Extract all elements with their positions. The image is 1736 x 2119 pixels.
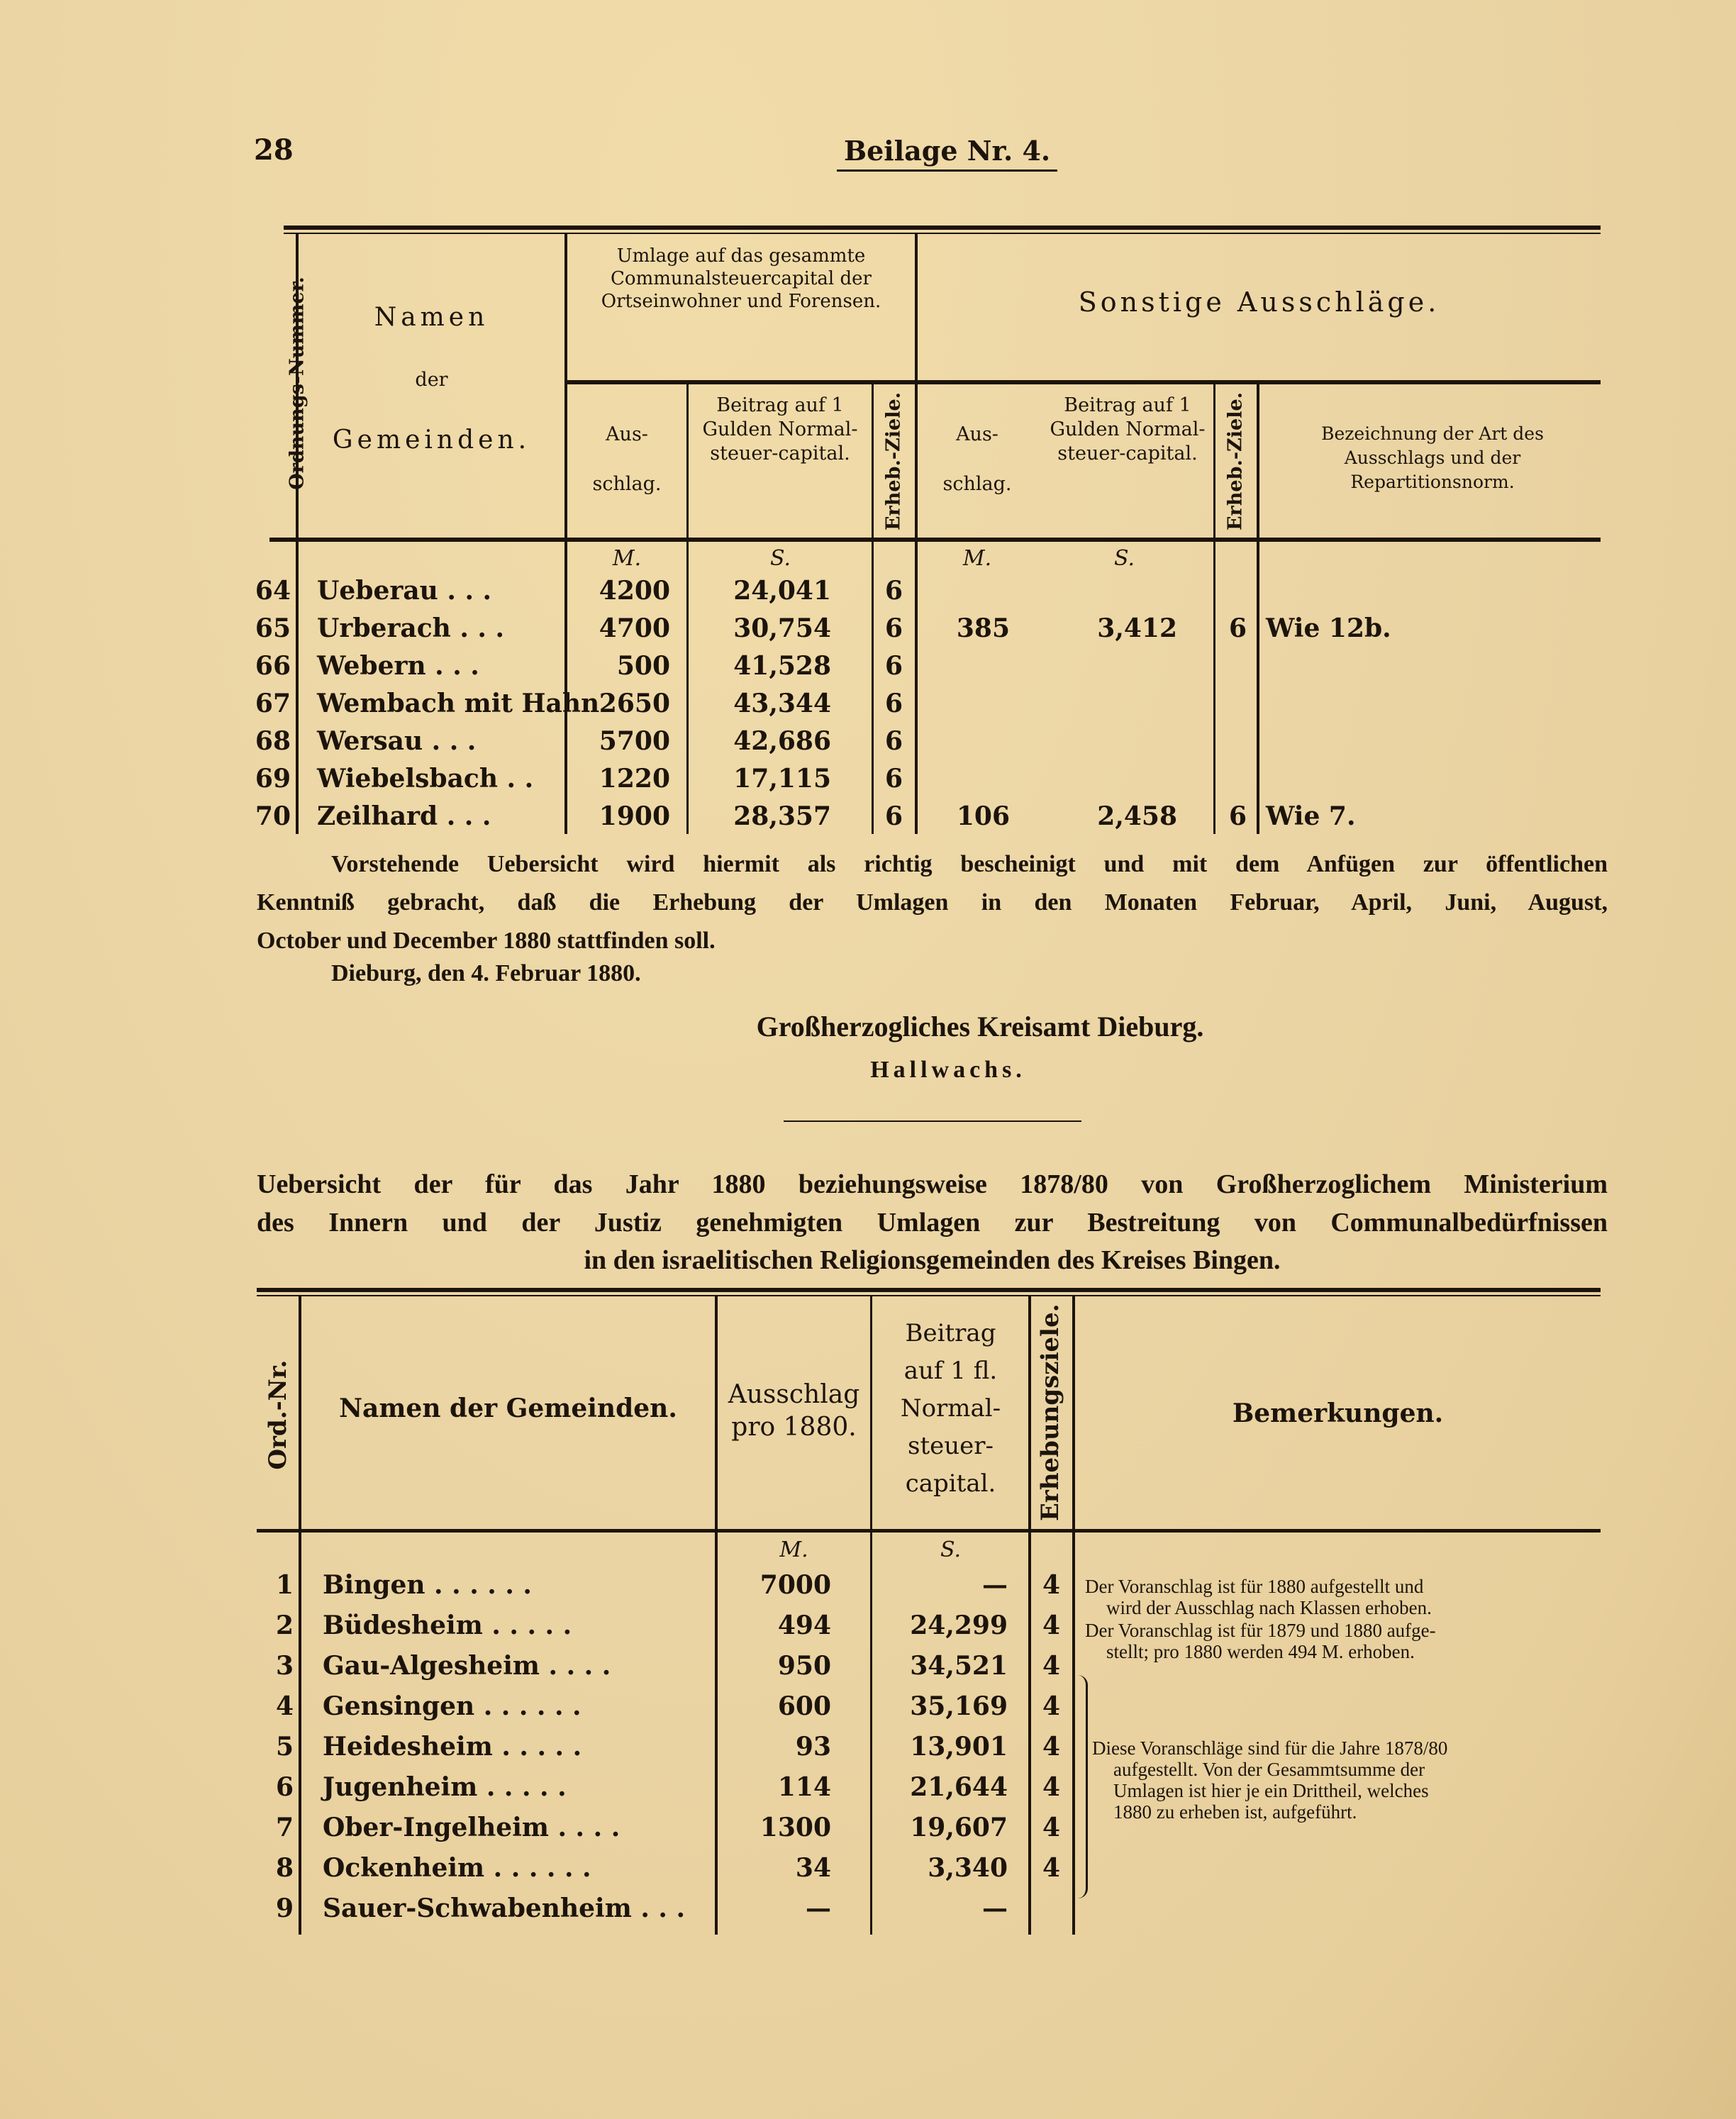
remark-3-line-1: Diese Voranschläge sind für die Jahre 1878/80 [1092,1737,1448,1759]
row-name: Gensingen . . . . . . [323,1691,582,1721]
remark-3-line-3: Umlagen ist hier je ein Drittheil, welches [1113,1780,1429,1801]
row-ausschlag: 1220 [599,764,670,794]
col-bemerkungen: Bemerkungen. [1232,1398,1444,1428]
unit-pf-2: S. [1113,546,1135,571]
place-date: Dieburg, den 4. Februar 1880. [331,960,641,986]
table-row [0,1772,1736,1810]
row-name: Heidesheim . . . . . [323,1732,582,1762]
row-ausschlag: 600 [777,1691,831,1721]
section-title-3: in den israelitischen Religionsgemeinden des Kreises Bingen. [584,1245,1281,1275]
row-name: Ueberau . . . [317,576,492,606]
remark-1-line-2: wird der Ausschlag nach Klassen erhoben. [1106,1597,1432,1618]
row-ziele: 4 [1042,1853,1061,1883]
row-ziele: 6 [885,801,903,831]
notice-line-3: October und December 1880 stattfinden soll. [257,928,716,954]
row-number: 6 [275,1772,294,1802]
col-namen-2: der [415,369,448,391]
sub-beitrag-1: Beitrag auf 1 Gulden Normal-steuer-capital. [702,394,858,465]
row-number: 2 [275,1611,294,1640]
remark-3-line-2: aufgestellt. Von der Gesammtsumme der [1113,1759,1425,1780]
row-ziele: 6 [885,613,903,643]
row-number: 66 [255,651,291,681]
row-ausschlag: 500 [616,651,670,681]
row-ziele: 6 [885,726,903,756]
table-row [0,1813,1736,1850]
sub-bezeichnung: Bezeichnung der Art des Ausschlags und der Repartitionsnorm. [1321,423,1544,492]
table-row [0,801,1736,839]
row-sonst-ausschlag: 385 [956,613,1010,643]
row-beitrag: 42,686 [733,726,831,756]
brace-icon [1074,1675,1088,1898]
col-beitrag-line: Normal- [900,1394,1001,1423]
unit-mark-2: M. [962,546,992,571]
row-ausschlag: 4200 [599,576,670,606]
unit-mark: M. [779,1537,808,1562]
row-ausschlag: 7000 [760,1570,831,1600]
signature: Hallwachs. [870,1057,1026,1083]
row-number: 8 [275,1853,294,1883]
row-beitrag: — [982,1570,1008,1600]
remark-1 [1085,1576,1432,1618]
row-number: 68 [255,726,291,756]
row-bezeichnung: Wie 12b. [1266,613,1391,643]
row-name: Ober-Ingelheim . . . . [323,1813,621,1842]
remark-2 [1085,1620,1436,1662]
row-beitrag: 34,521 [910,1651,1008,1681]
row-ausschlag: 2650 [599,689,670,718]
remark-1-line-1: Der Voranschlag ist für 1880 aufgestellt und [1085,1576,1424,1597]
table-row [0,1732,1736,1769]
sub-beitrag-2: Beitrag auf 1 Gulden Normal-steuer-capital. [1050,394,1206,465]
row-ausschlag: 950 [777,1651,831,1681]
row-beitrag: 17,115 [733,764,831,794]
page-number: 28 [254,133,294,167]
sub-ausschlag-1b: schlag. [592,473,662,495]
row-beitrag: 35,169 [910,1691,1008,1721]
col-beitrag-line: steuer- [908,1432,994,1460]
row-ziele: 4 [1042,1570,1061,1600]
row-name: Wiebelsbach . . [317,764,534,794]
col-ordnungs-nummer: Ordnungs-Nummer. [286,277,308,490]
row-beitrag: 21,644 [910,1772,1008,1802]
row-name: Büdesheim . . . . . [323,1611,572,1640]
row-name: Webern . . . [317,651,479,681]
authority: Großherzogliches Kreisamt Dieburg. [756,1011,1204,1042]
row-beitrag: 28,357 [733,801,831,831]
row-number: 70 [255,801,291,831]
row-ausschlag: 1300 [760,1813,831,1842]
row-beitrag: 24,299 [910,1611,1008,1640]
row-number: 69 [255,764,291,794]
row-beitrag: 3,340 [928,1853,1008,1883]
sub-ausschlag-1a: Aus- [606,423,648,445]
remark-2-line-1: Der Voranschlag ist für 1879 und 1880 aufge- [1085,1620,1436,1641]
table-row [0,726,1736,764]
row-beitrag: — [982,1893,1008,1923]
row-sonst-ausschlag: 106 [956,801,1010,831]
col-beitrag-line: Beitrag [905,1319,996,1347]
row-beitrag: 24,041 [733,576,831,606]
row-ziele: 4 [1042,1691,1061,1721]
col-beitrag-line: auf 1 fl. [903,1357,998,1385]
row-number: 64 [255,576,291,606]
row-name: Urberach . . . [317,613,505,643]
row-sonst-beitrag: 3,412 [1097,613,1177,643]
supplement-title: Beilage Nr. 4. [837,135,1057,172]
unit-pf: S. [940,1537,962,1562]
notice-line-2: Kenntniß gebracht, daß die Erhebung der Umlagen in den Monaten Februar, April, Juni, August, [257,889,1608,916]
col-ausschlag-1: Ausschlag [728,1380,860,1409]
row-ziele: 4 [1042,1611,1061,1640]
row-ziele: 4 [1042,1651,1061,1681]
sub-ziele-2: Erheb.-Ziele. [1224,391,1247,531]
row-name: Wersau . . . [317,726,477,756]
row-sonst-beitrag: 2,458 [1097,801,1177,831]
row-ziele: 6 [885,576,903,606]
row-ausschlag: 5700 [599,726,670,756]
table-row [0,613,1736,651]
group-sonstige: Sonstige Ausschläge. [1078,287,1440,318]
table-row [0,1611,1736,1648]
row-ausschlag: 93 [795,1732,831,1762]
row-bezeichnung: Wie 7. [1266,801,1356,831]
row-sonst-ziele: 6 [1229,613,1247,643]
row-ausschlag: 494 [777,1611,831,1640]
table-row [0,689,1736,726]
col-erhebungsziele: Erhebungsziele. [1036,1303,1064,1521]
row-ausschlag: 4700 [599,613,670,643]
row-number: 9 [275,1893,294,1923]
row-number: 3 [275,1651,294,1681]
row-number: 5 [275,1732,294,1762]
row-name: Ockenheim . . . . . . [323,1853,591,1883]
unit-pf-1: S. [769,546,791,571]
col-ord-nr: Ord.-Nr. [264,1359,292,1470]
row-beitrag: 41,528 [733,651,831,681]
row-ziele: 4 [1042,1772,1061,1802]
sub-ausschlag-2b: schlag. [942,473,1012,495]
row-name: Zeilhard . . . [317,801,491,831]
section-title-1: Uebersicht der für das Jahr 1880 beziehungsweise 1878/80 von Großherzoglichem Ministerium [257,1169,1608,1199]
row-name: Jugenheim . . . . . [323,1772,567,1802]
table-row [0,1853,1736,1891]
table-row [0,576,1736,613]
row-ziele: 6 [885,689,903,718]
row-beitrag: 13,901 [910,1732,1008,1762]
table-row [0,1893,1736,1931]
col-namen: Namen der Gemeinden. [339,1394,677,1423]
row-name: Sauer-Schwabenheim . . . [323,1893,686,1923]
row-name: Wembach mit Hahn [317,689,600,718]
table-row [0,1570,1736,1608]
table-row [0,651,1736,689]
col-namen-3: Gemeinden. [332,426,531,455]
table-row [0,1651,1736,1689]
table-row [0,764,1736,801]
notice-line-1: Vorstehende Uebersicht wird hiermit als richtig bescheinigt und mit dem Anfügen zur öffentlichen [331,851,1608,877]
remark-3-line-4: 1880 zu erheben ist, aufgeführt. [1113,1801,1357,1823]
row-number: 4 [275,1691,294,1721]
group-umlage: Umlage auf das gesammte Communalsteuercapital der Ortseinwohner und Forensen. [601,245,881,312]
col-namen-1: Namen [374,303,489,332]
remark-3 [1092,1737,1447,1823]
unit-mark-1: M. [612,546,642,571]
row-ziele: 4 [1042,1732,1061,1762]
section-title-2: des Innern und der Justiz genehmigten Umlagen zur Bestreitung von Communalbedürfnissen [257,1208,1608,1238]
row-ausschlag: 114 [777,1772,831,1802]
row-beitrag: 30,754 [733,613,831,643]
row-beitrag: 43,344 [733,689,831,718]
row-ausschlag: 34 [795,1853,831,1883]
sub-ausschlag-2a: Aus- [956,423,998,445]
row-sonst-ziele: 6 [1229,801,1247,831]
row-ziele: 4 [1042,1813,1061,1842]
row-beitrag: 19,607 [910,1813,1008,1842]
row-ausschlag: 1900 [599,801,670,831]
row-name: Gau-Algesheim . . . . [323,1651,611,1681]
row-ziele: 6 [885,651,903,681]
row-ausschlag: — [806,1893,831,1923]
sub-ziele-1: Erheb.-Ziele. [882,391,905,531]
row-number: 65 [255,613,291,643]
col-ausschlag-2: pro 1880. [731,1413,857,1442]
col-beitrag-line: capital. [905,1469,996,1498]
remark-2-line-2: stellt; pro 1880 werden 494 M. erhoben. [1106,1641,1415,1662]
table-row [0,1691,1736,1729]
row-number: 7 [275,1813,294,1842]
row-number: 67 [255,689,291,718]
row-number: 1 [275,1570,294,1600]
row-ziele: 6 [885,764,903,794]
divider [784,1120,1081,1122]
row-name: Bingen . . . . . . [323,1570,532,1600]
